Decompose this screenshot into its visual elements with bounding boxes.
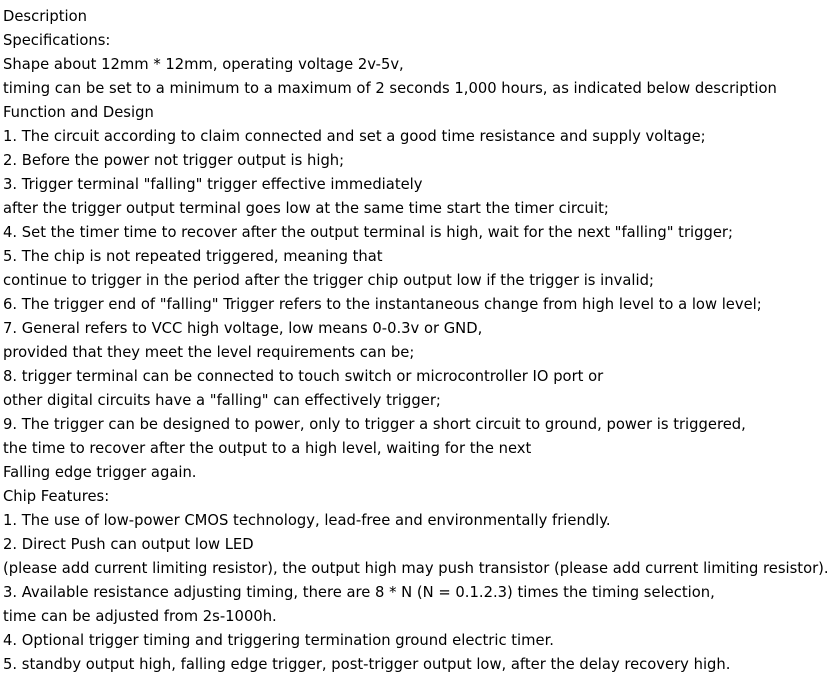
function-item-3-continued: after the trigger output terminal goes low at the same time start the timer circuit; (3, 200, 609, 217)
feature-item-2: 2. Direct Push can output low LED (3, 536, 254, 553)
function-item-6: 6. The trigger end of "falling" Trigger refers to the instantaneous change from high level to a low level; (3, 296, 762, 313)
function-item-8: 8. trigger terminal can be connected to touch switch or microcontroller IO port or (3, 368, 604, 385)
feature-item-2-continued: (please add current limiting resistor), the output high may push transistor (please add current limiting resistor). (3, 560, 829, 577)
function-item-2: 2. Before the power not trigger output is high; (3, 152, 345, 169)
feature-item-1: 1. The use of low-power CMOS technology, lead-free and environmentally friendly. (3, 512, 611, 529)
spec-line-timing: timing can be set to a minimum to a maximum of 2 seconds 1,000 hours, as indicated below description (3, 80, 777, 97)
description-text-block (3, 5, 833, 677)
section-heading-function-design: Function and Design (3, 104, 154, 121)
feature-item-4: 4. Optional trigger timing and triggering termination ground electric timer. (3, 632, 554, 649)
section-heading-description: Description (3, 8, 88, 25)
function-item-4: 4. Set the timer time to recover after the output terminal is high, wait for the next "falling" trigger; (3, 224, 733, 241)
function-item-5-continued: continue to trigger in the period after the trigger chip output low if the trigger is invalid; (3, 272, 654, 289)
function-item-9-continued: the time to recover after the output to a high level, waiting for the next (3, 440, 532, 457)
feature-item-3-continued: time can be adjusted from 2s-1000h. (3, 608, 277, 625)
function-item-5: 5. The chip is not repeated triggered, meaning that (3, 248, 383, 265)
function-item-8-continued: other digital circuits have a "falling" can effectively trigger; (3, 392, 441, 409)
feature-item-5: 5. standby output high, falling edge trigger, post-trigger output low, after the delay recovery high. (3, 656, 731, 673)
function-item-7-continued: provided that they meet the level requirements can be; (3, 344, 415, 361)
function-item-9-continued-2: Falling edge trigger again. (3, 464, 197, 481)
section-heading-chip-features: Chip Features: (3, 488, 110, 505)
function-item-1: 1. The circuit according to claim connected and set a good time resistance and supply voltage; (3, 128, 706, 145)
feature-item-3: 3. Available resistance adjusting timing, there are 8 * N (N = 0.1.2.3) times the timing selection, (3, 584, 715, 601)
function-item-3: 3. Trigger terminal "falling" trigger effective immediately (3, 176, 423, 193)
function-item-7: 7. General refers to VCC high voltage, low means 0-0.3v or GND, (3, 320, 483, 337)
function-item-9: 9. The trigger can be designed to power, only to trigger a short circuit to ground, power is triggered, (3, 416, 746, 433)
spec-line-shape: Shape about 12mm * 12mm, operating voltage 2v-5v, (3, 56, 404, 73)
section-heading-specifications: Specifications: (3, 32, 111, 49)
